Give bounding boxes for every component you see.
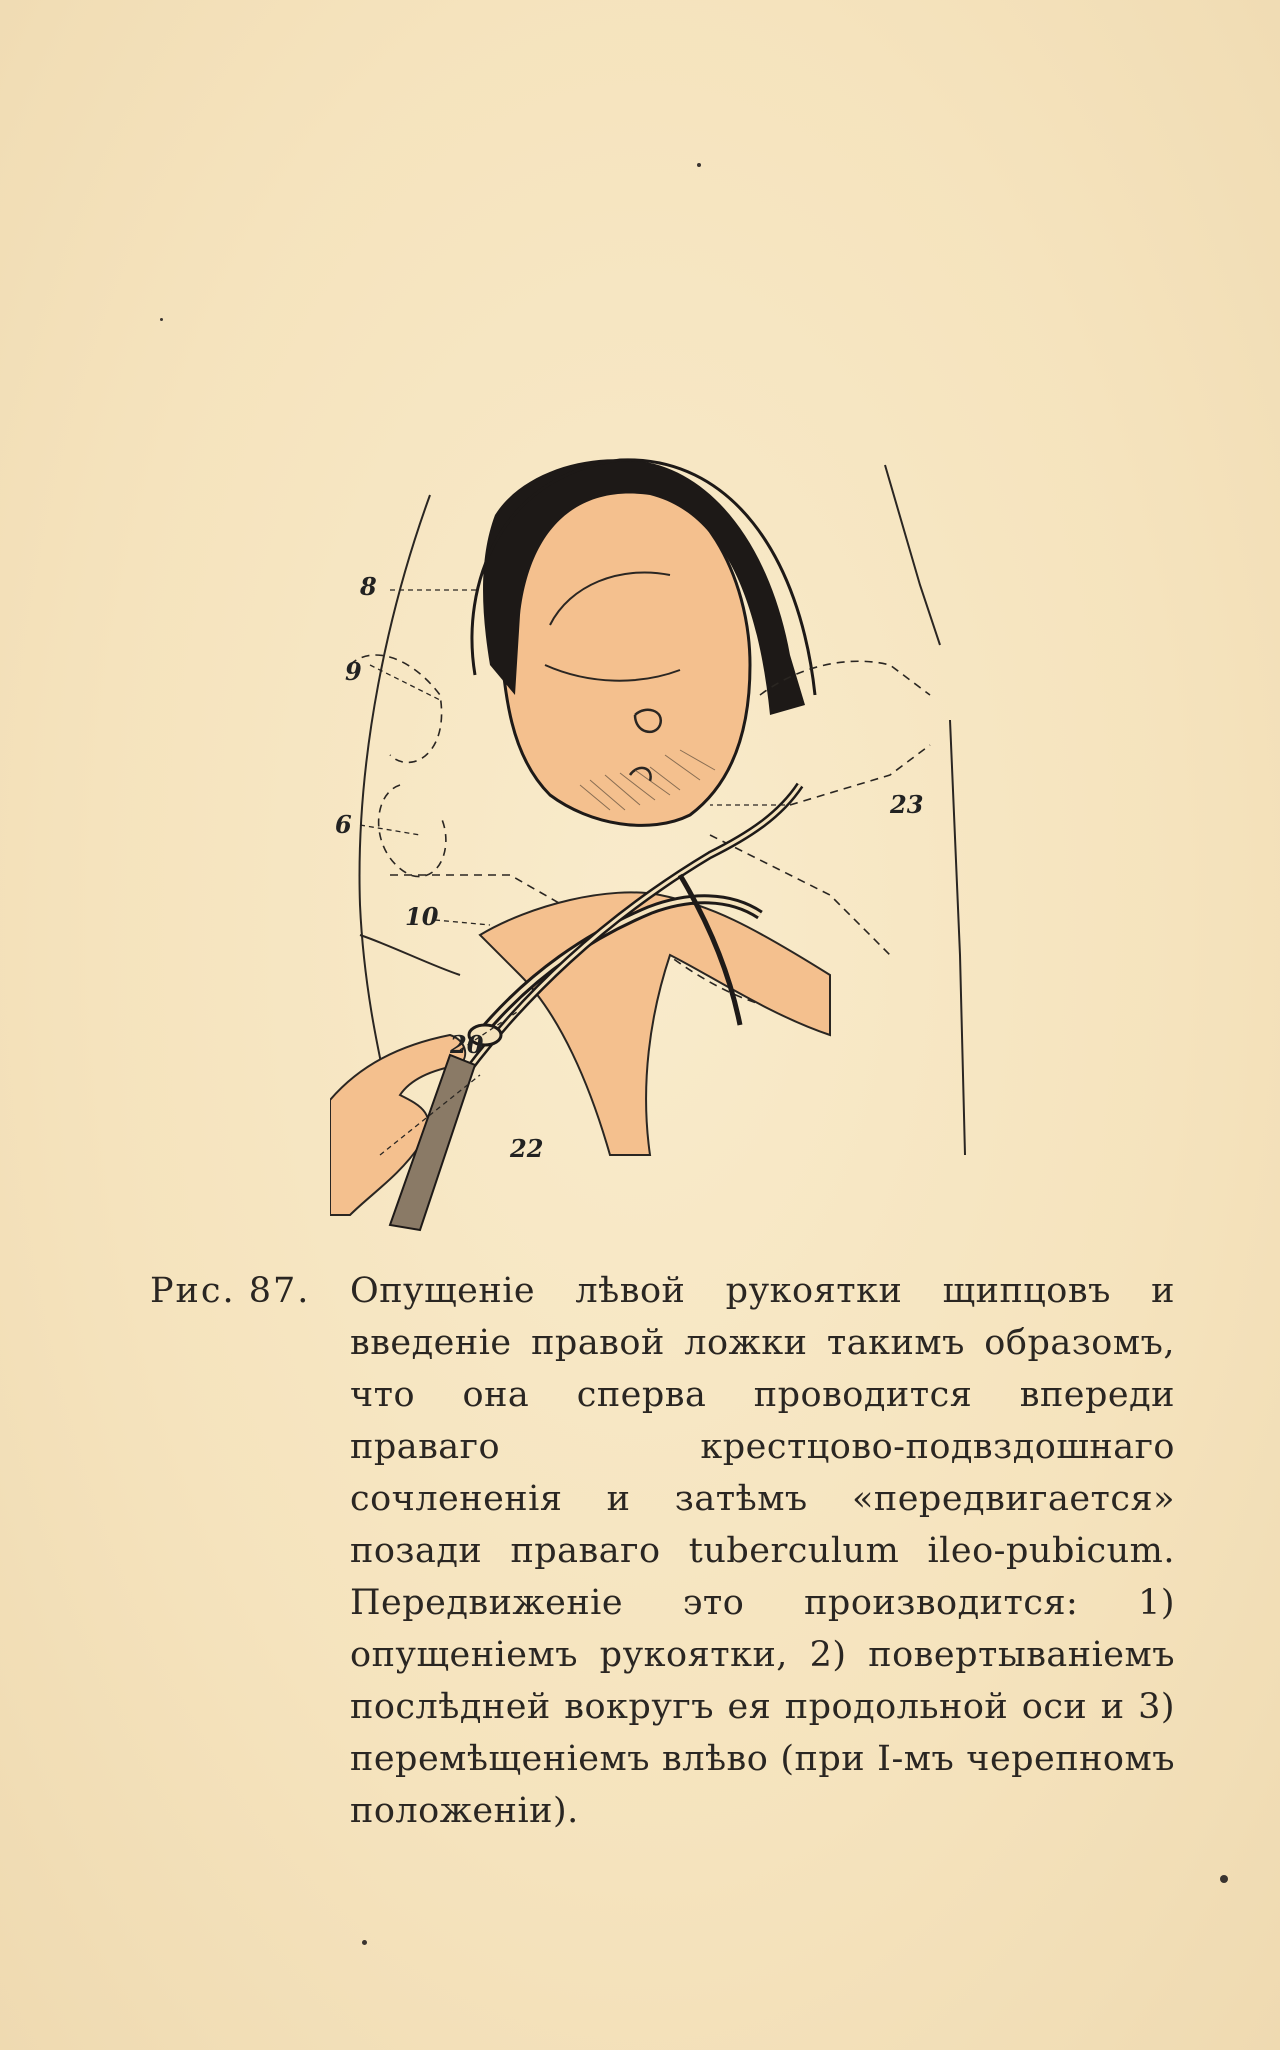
caption-text: Опущеніе лѣвой рукоятки щипцовъ и введеніе правой ложки такимъ образомъ, что она сперва проводится впереди праваго крестцово-подвздошнаго сочлененія и затѣмъ «передвигается» позади праваго tuberculum ileo-pubicum. Передвиженіе это производится: 1) опущеніемъ рукоятки, 2) повертываніемъ послѣдней вокругъ ея продольной оси и 3) перемѣщеніемъ влѣво (при І-мъ черепномъ положеніи). <box>350 1271 1175 1831</box>
illustration-svg <box>330 455 1010 1235</box>
label-8: 8 <box>360 572 377 601</box>
label-6: 6 <box>335 810 352 839</box>
paper-speck <box>160 318 163 321</box>
label-9: 9 <box>345 657 362 686</box>
label-10: 10 <box>405 902 439 931</box>
label-22: 22 <box>510 1134 544 1163</box>
paper-speck <box>362 1940 367 1945</box>
paper-speck <box>697 163 701 167</box>
label-23: 23 <box>890 790 924 819</box>
figure-number: Рис. 87. <box>150 1271 311 1311</box>
label-20: 20 <box>450 1030 484 1059</box>
forceps-illustration <box>330 455 1010 1235</box>
paper-speck <box>1220 1875 1228 1883</box>
